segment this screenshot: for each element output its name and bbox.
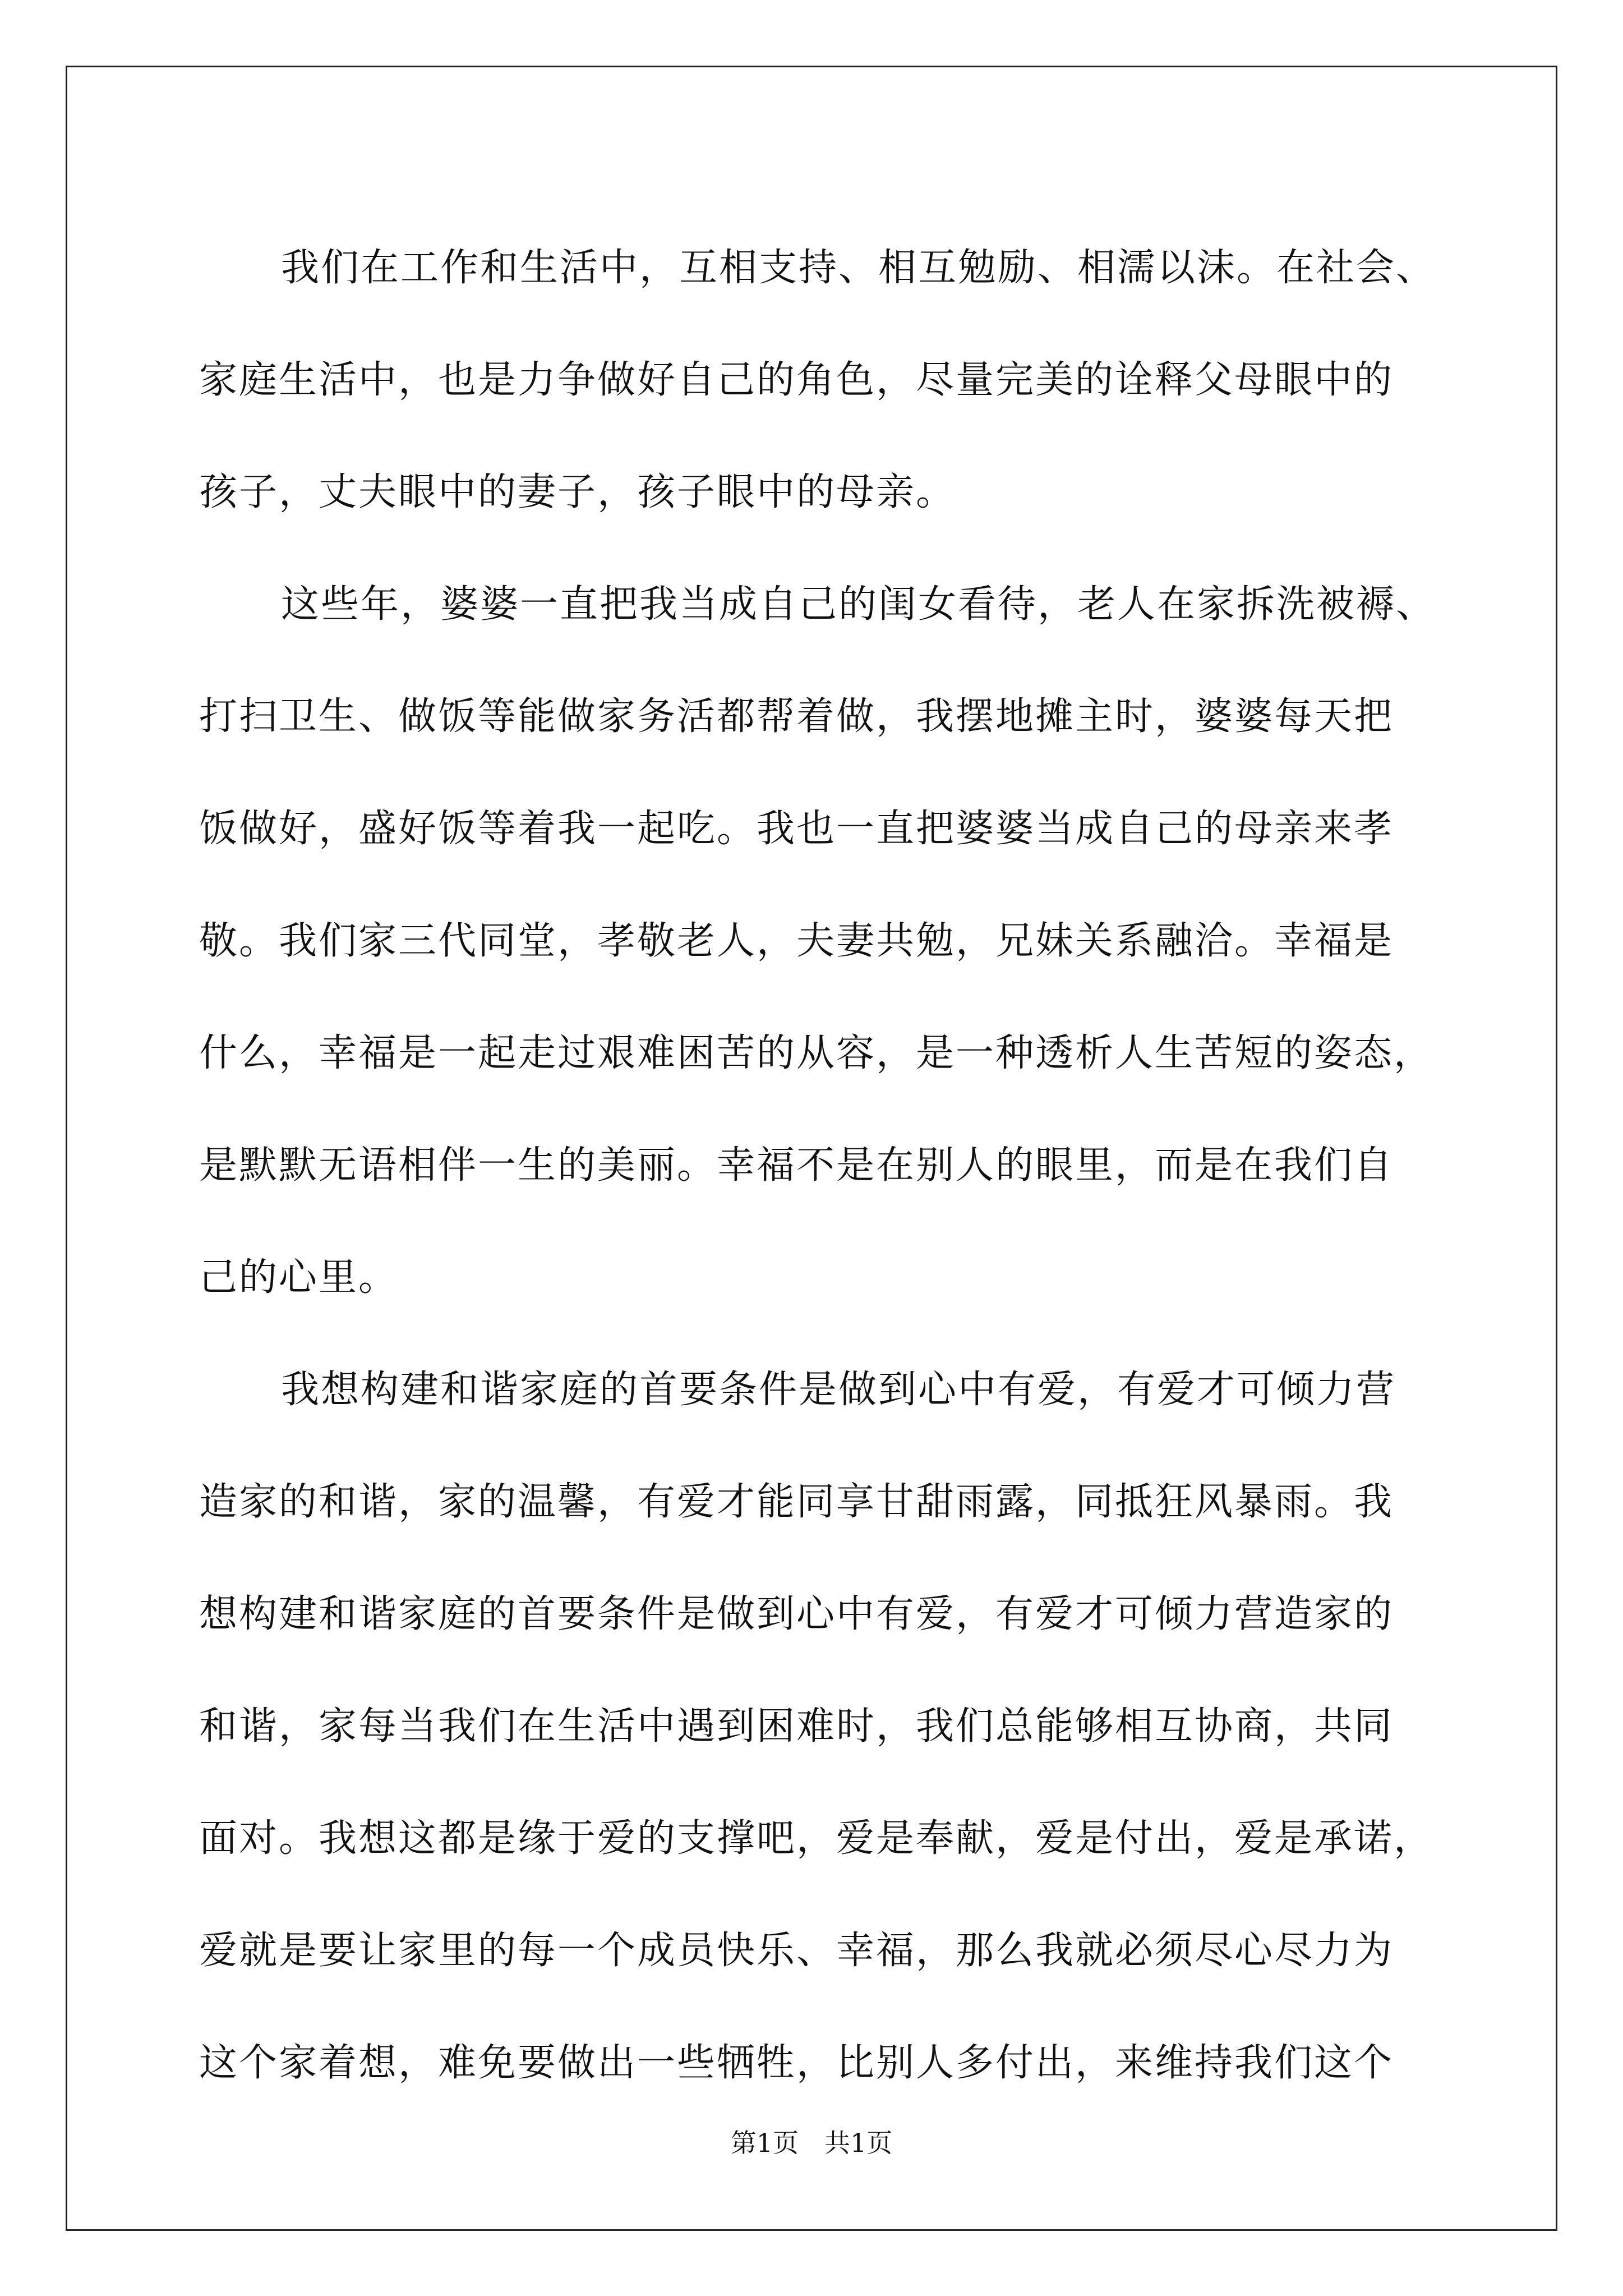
paragraph-3-line-4: 和谐，家每当我们在生活中遇到困难时，我们总能够相互协商，共同	[199, 1704, 1394, 1749]
paragraph-3-line-2: 造家的和谐，家的温馨，有爱才能同享甘甜雨露，同抵狂风暴雨。我	[199, 1480, 1394, 1524]
paragraph-3-line-7: 这个家着想，难免要做出一些牺牲，比别人多付出，来维持我们这个	[199, 2041, 1394, 2085]
paragraph-2-line-1: 这些年，婆婆一直把我当成自己的闺女看待，老人在家拆洗被褥、	[281, 582, 1436, 627]
paragraph-1-line-2: 家庭生活中，也是力争做好自己的角色，尽量完美的诠释父母眼中的	[199, 358, 1394, 402]
paragraph-2-line-4: 敬。我们家三代同堂，孝敬老人，夫妻共勉，兄妹关系融洽。幸福是	[199, 919, 1394, 963]
paragraph-2-line-7: 己的心里。	[199, 1255, 399, 1300]
paragraph-3-line-1: 我想构建和谐家庭的首要条件是做到心中有爱，有爱才可倾力营	[281, 1368, 1396, 1412]
paragraph-2-line-3: 饭做好，盛好饭等着我一起吃。我也一直把婆婆当成自己的母亲来孝	[199, 807, 1394, 851]
page-number-footer: 第1页 共1页	[730, 2128, 893, 2158]
paragraph-3-line-3: 想构建和谐家庭的首要条件是做到心中有爱，有爱才可倾力营造家的	[199, 1592, 1394, 1636]
paragraph-1-line-1: 我们在工作和生活中，互相支持、相互勉励、相濡以沫。在社会、	[281, 246, 1436, 290]
paragraph-3-line-5: 面对。我想这都是缘于爱的支撑吧，爱是奉献，爱是付出，爱是承诺，	[199, 1816, 1434, 1861]
paragraph-2-line-2: 打扫卫生、做饭等能做家务活都帮着做，我摆地摊主时，婆婆每天把	[199, 694, 1394, 739]
document-body	[199, 212, 1436, 2119]
paragraph-3-line-6: 爱就是要让家里的每一个成员快乐、幸福，那么我就必须尽心尽力为	[199, 1929, 1394, 1973]
paragraph-1-line-3: 孩子，丈夫眼中的妻子，孩子眼中的母亲。	[199, 470, 956, 514]
paragraph-2-line-6: 是默默无语相伴一生的美丽。幸福不是在别人的眼里，而是在我们自	[199, 1143, 1394, 1188]
paragraph-2-line-5: 什么，幸福是一起走过艰难困苦的从容，是一种透析人生苦短的姿态，	[199, 1031, 1434, 1075]
